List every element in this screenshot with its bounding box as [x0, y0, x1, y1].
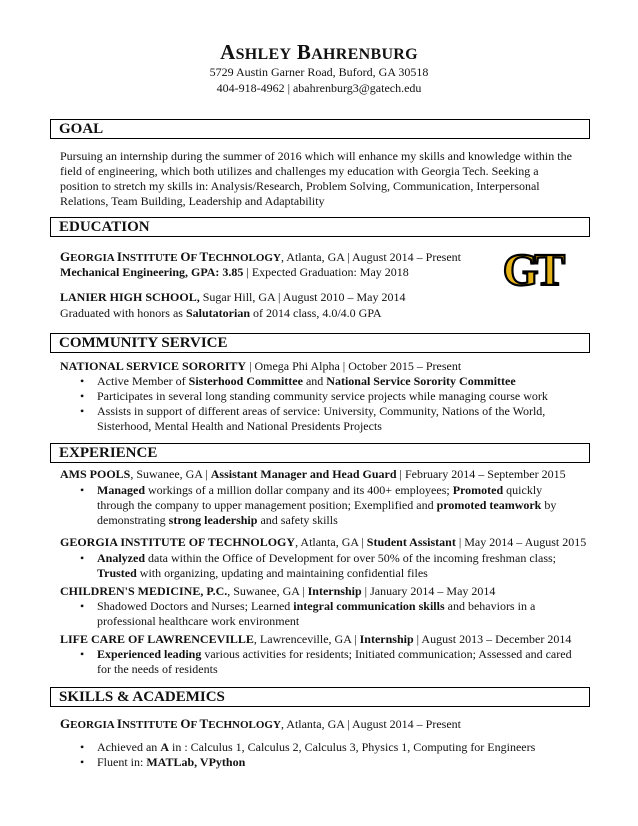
job-line: AMS POOLS, Suwanee, GA | Assistant Manager and Head Guard | February 2014 – September 2015 [60, 467, 566, 481]
graduation: | Expected Graduation: May 2018 [243, 265, 409, 279]
hs-honors: Graduated with honors as Salutatorian of 2014 class, 4.0/4.0 GPA [60, 306, 382, 320]
school-details: , Atlanta, GA | August 2014 – Present [280, 250, 462, 264]
major: Mechanical Engineering, GPA: 3.85 [60, 265, 244, 279]
job-bullets [60, 551, 580, 581]
school-name: GEORGIA INSTITUTE OF TECHNOLOGY [60, 716, 281, 731]
job-bullets [60, 599, 580, 629]
list-item: • Experienced leading various activities for residents; Initiated communication; Assessed and cared for the needs of residents [60, 647, 580, 677]
school-name: GEORGIA INSTITUTE OF TECHNOLOGY [60, 249, 281, 264]
list-item: • Analyzed data within the Office of Development for over 50% of the incoming freshman class; Trusted with organizing, updating and maintaining confidential files [60, 551, 580, 581]
job-bullets [60, 483, 580, 528]
gt-logo-icon [492, 243, 572, 295]
community-org-line [60, 359, 461, 374]
list-item: • Assists in support of different areas of service: University, Community, Nations of the World, Sisterhood, Mental Health and National Presidents Projects [60, 404, 580, 434]
section-header-experience: EXPERIENCE [50, 443, 590, 463]
list-item: • Participates in several long standing community service projects while managing course work [60, 389, 580, 404]
school-details: , Atlanta, GA | August 2014 – Present [280, 717, 462, 731]
hs-details: Sugar Hill, GA | August 2010 – May 2014 [199, 290, 406, 304]
section-header-education: EDUCATION [50, 217, 590, 237]
org-name: NATIONAL SERVICE SORORITY [60, 359, 247, 373]
job-line: GEORGIA INSTITUTE OF TECHNOLOGY, Atlanta, GA | Student Assistant | May 2014 – August 2015 [60, 535, 587, 549]
list-item: • Shadowed Doctors and Nurses; Learned integral communication skills and behaviors in a professional healthcare work environment [60, 599, 580, 629]
job-line: LIFE CARE OF LAWRENCEVILLE, Lawrenceville, GA | Internship | August 2013 – December 2014 [60, 632, 572, 646]
org-details: | Omega Phi Alpha | October 2015 – Present [246, 359, 462, 373]
section-header-goal: GOAL [50, 119, 590, 139]
goal-text: Pursuing an internship during the summer of 2016 which will enhance my skills and knowledge within the field of engineering, which both utilizes and challenges my education with Georgia Tech. Seeking a position to stretch my skills in: Analysis/Research, Problem Solving, Communication, Interpersonal Relations, Team Building, Leadership and Adaptability [60, 149, 572, 208]
hs-line [60, 290, 405, 305]
hs-name: LANIER HIGH SCHOOL, [60, 290, 200, 304]
name-part: SHLEY [235, 46, 292, 63]
list-item: • Active Member of Sisterhood Committee and National Service Sorority Committee [60, 374, 580, 389]
job-line: CHILDREN'S MEDICINE, P.C., Suwanee, GA | Internship | January 2014 – May 2014 [60, 584, 496, 598]
address: 5729 Austin Garner Road, Buford, GA 30518 [209, 65, 429, 79]
section-header-community: COMMUNITY SERVICE [50, 333, 590, 353]
gt-major-line [60, 265, 409, 280]
section-header-skills: SKILLS & ACADEMICS [50, 687, 590, 707]
skills-bullets [60, 740, 580, 770]
list-item: • Achieved an A in : Calculus 1, Calculus 2, Calculus 3, Physics 1, Computing for Engineers [60, 740, 580, 755]
job-bullets [60, 647, 580, 677]
logo-letters: GT [502, 244, 562, 295]
candidate-name [0, 40, 638, 65]
community-bullets [60, 374, 580, 434]
name-part: B [296, 40, 312, 64]
name-part: AHRENBURG [311, 46, 418, 63]
list-item: • Fluent in: MATLab, VPython [60, 755, 580, 770]
name-part: A [220, 40, 236, 64]
gt-edu-line [60, 249, 461, 266]
skills-school-line [60, 716, 461, 733]
list-item: • Managed workings of a million dollar company and its 400+ employees; Promoted quickly through the company to upper management position; Exemplified and promoted teamwork by demonstrating strong leadership and safety skills [60, 483, 580, 528]
phone-email: 404-918-4962 | abahrenburg3@gatech.edu [216, 81, 422, 95]
